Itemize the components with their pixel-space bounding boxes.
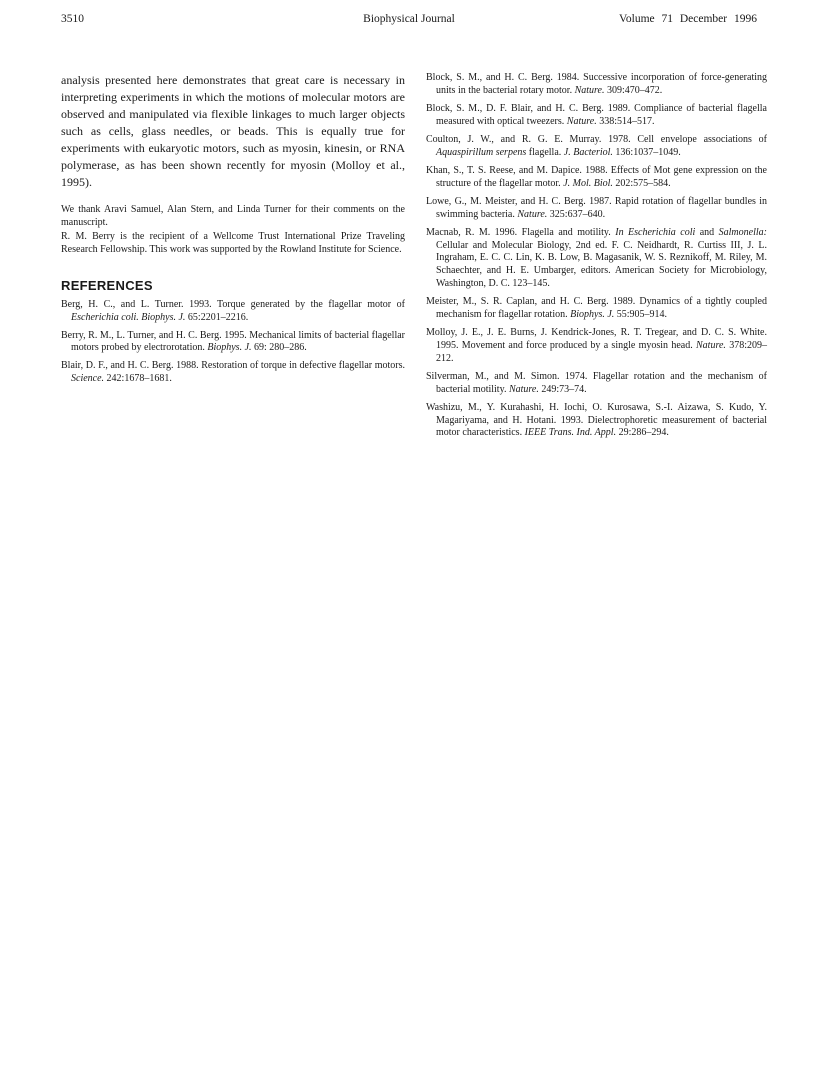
reference-entry bbox=[61, 360, 405, 385]
reference-entry bbox=[426, 227, 767, 291]
reference-pre: Lowe, G., M. Meister, and H. C. Berg. 1987. Rapid rotation of flagellar bundles in swimming bacteria. bbox=[426, 196, 767, 220]
reference-pre: Block, S. M., D. F. Blair, and H. C. Berg. 1989. Compliance of bacterial flagella measured with optical tweezers. bbox=[426, 103, 767, 127]
reference-pre: Berg, H. C., and L. Turner. 1993. Torque generated by the flagellar motor of bbox=[61, 299, 405, 311]
reference-mid: and bbox=[695, 227, 719, 238]
reference-post: 325:637–640. bbox=[547, 208, 606, 220]
references-list-right bbox=[426, 72, 767, 440]
reference-it1: IEEE Trans. Ind. Appl. bbox=[524, 427, 617, 439]
reference-post: 202:575–584. bbox=[612, 177, 671, 189]
reference-post: 55:905–914. bbox=[614, 308, 668, 320]
reference-entry bbox=[426, 196, 767, 221]
reference-it1: Escherichia coli. Biophys. J. bbox=[71, 311, 186, 323]
reference-it1: Nature. bbox=[508, 383, 539, 395]
references-list-left bbox=[61, 299, 405, 385]
reference-pre: Molloy, J. E., J. E. Burns, J. Kendrick-Jones, R. T. Tregear, and D. C. S. White. 1995. Movement and force produced by a single myosin head. bbox=[426, 327, 767, 351]
reference-it1: Nature. bbox=[566, 115, 597, 127]
reference-it2: Salmonella: bbox=[718, 227, 767, 238]
reference-post: Cellular and Molecular Biology, 2nd ed. F. C. Neidhardt, R. Curtiss III, J. L. Ingraham, E. C. C. Lin, K. B. Low, B. Magasanik, W. S. Reznikoff, M. Riley, M. Schaechter, and H. E. Umbarger, editors. American Society for Microbiology, Washington, D. C. 123–145. bbox=[436, 239, 767, 289]
page-number: 3510 bbox=[61, 13, 84, 25]
reference-mid: flagella. bbox=[526, 146, 564, 158]
reference-entry bbox=[426, 402, 767, 440]
acknowledgments bbox=[61, 203, 405, 256]
reference-post: 65:2201–2216. bbox=[185, 311, 249, 323]
reference-entry bbox=[426, 134, 767, 159]
reference-pre: Coulton, J. W., and R. G. E. Murray. 1978. Cell envelope associations of bbox=[426, 134, 767, 145]
acknowledgment-funding: R. M. Berry is the recipient of a Wellcome Trust International Prize Traveling Research Fellowship. This work was supported by the Rowland Institute for Science. bbox=[61, 230, 405, 255]
reference-pre: Khan, S., T. S. Reese, and M. Dapice. 1988. Effects of Mot gene expression on the structure of the flagellar motor. bbox=[426, 165, 767, 189]
reference-pre: Berry, R. M., L. Turner, and H. C. Berg. 1995. Mechanical limits of bacterial flagellar motors probed by electrorotation. bbox=[61, 329, 405, 354]
reference-pre: Washizu, M., Y. Kurahashi, H. Iochi, O. Kurosawa, S.-I. Aizawa, S. Kudo, Y. Magariyama, and H. Hotani. 1993. Dielectrophoretic measurement of bacterial motor characteristics. bbox=[426, 401, 767, 439]
reference-pre: Block, S. M., and H. C. Berg. 1984. Successive incorporation of force-generating units in the bacterial rotary motor. bbox=[426, 72, 767, 96]
reference-post: 29:286–294. bbox=[616, 427, 669, 439]
reference-entry bbox=[426, 327, 767, 365]
reference-it1: Science. bbox=[71, 372, 105, 384]
references-heading: REFERENCES bbox=[61, 278, 153, 294]
reference-entry bbox=[426, 72, 767, 97]
reference-entry bbox=[426, 165, 767, 190]
journal-title: Biophysical Journal bbox=[363, 13, 455, 25]
reference-entry bbox=[426, 103, 767, 128]
reference-pre: Blair, D. F., and H. C. Berg. 1988. Restoration of torque in defective flagellar motors. bbox=[61, 360, 405, 371]
reference-it1: Biophys. J. bbox=[570, 308, 615, 320]
right-column bbox=[426, 72, 767, 446]
reference-post: 378:209–212. bbox=[436, 339, 767, 364]
reference-post: 309:470–472. bbox=[604, 84, 663, 96]
reference-it1: Biophys. J. bbox=[207, 342, 252, 354]
reference-pre: Macnab, R. M. 1996. Flagella and motility. bbox=[426, 227, 616, 238]
reference-it1: J. Mol. Biol. bbox=[563, 177, 613, 189]
reference-it1: Nature. bbox=[696, 339, 726, 351]
reference-it1: Aquaspirillum serpens bbox=[436, 146, 527, 158]
reference-it1: Nature. bbox=[517, 208, 548, 220]
reference-it1: In Escherichia coli bbox=[615, 227, 696, 238]
body-paragraph: analysis presented here demonstrates that great care is necessary in interpreting experiments in which the motions of molecular motors are observed and manipulated via flexible linkages to much larger objects such as cells, glass needles, or beads. This is equally true for experiments with eukaryotic motors, such as myosin, kinesin, or RNA polymerase, as has been shown recently for myosin (Molloy et al., 1995). bbox=[61, 73, 405, 189]
reference-post: 338:514–517. bbox=[596, 115, 655, 127]
reference-entry bbox=[61, 299, 405, 324]
reference-entry bbox=[61, 330, 405, 355]
reference-it2: J. Bacteriol. bbox=[563, 146, 613, 158]
reference-post: 249:73–74. bbox=[538, 383, 587, 395]
page-header bbox=[61, 13, 757, 29]
reference-entry bbox=[426, 371, 767, 396]
reference-post: 136:1037–1049. bbox=[612, 146, 681, 158]
reference-it1: Nature. bbox=[574, 84, 605, 96]
left-column bbox=[61, 72, 405, 390]
reference-post: 69: 280–286. bbox=[251, 342, 307, 354]
reference-post: 242:1678–1681. bbox=[104, 372, 172, 384]
reference-pre: Meister, M., S. R. Caplan, and H. C. Berg. 1989. Dynamics of a tightly coupled mechanism for flagellar rotation. bbox=[426, 296, 767, 320]
reference-entry bbox=[426, 296, 767, 321]
volume-info: Volume 71 December 1996 bbox=[619, 13, 757, 25]
reference-pre: Silverman, M., and M. Simon. 1974. Flagellar rotation and the mechanism of bacterial motility. bbox=[426, 370, 767, 395]
acknowledgment-thanks: We thank Aravi Samuel, Alan Stern, and Linda Turner for their comments on the manuscript. bbox=[61, 204, 405, 229]
